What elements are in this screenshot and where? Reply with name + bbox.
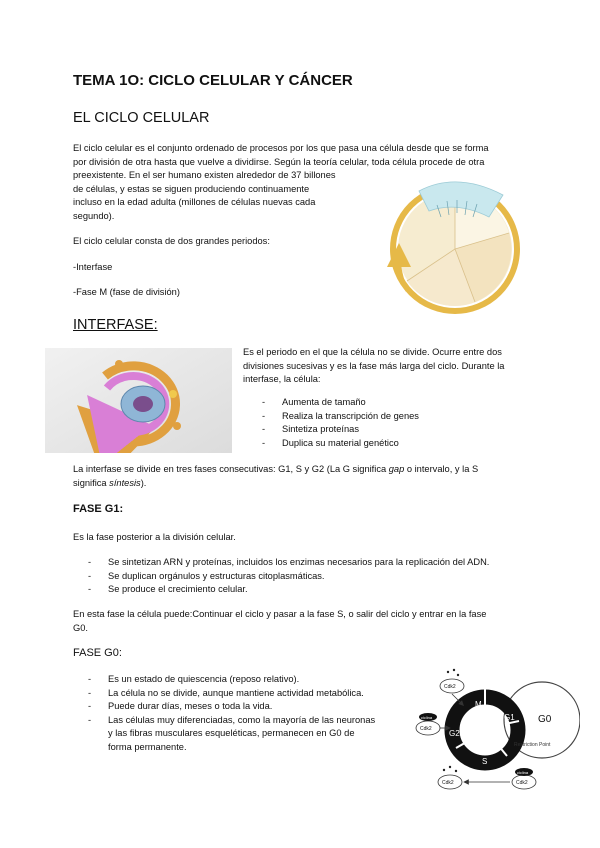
interphase-cycle-figure xyxy=(45,348,232,453)
label-g0: G0 xyxy=(538,714,552,725)
text-line: forma permanente. xyxy=(108,741,187,752)
list-item: - Se duplican orgánulos y estructuras citoplasmáticas. xyxy=(88,570,489,584)
item-interfase: -Interfase xyxy=(73,262,113,272)
ciclina-label: ciclina xyxy=(421,715,433,720)
text-line: En esta fase la célula puede:Continuar el ciclo y pasar a la fase S, o salir del ciclo y entrar en la fase xyxy=(73,609,487,619)
text-line: - Las células muy diferenciadas, como la mayoría de las neuronas xyxy=(108,714,376,725)
list-item: - Aumenta de tamaño xyxy=(262,396,419,410)
text-line: divisiones sucesivas y es la fase más larga del ciclo. Durante la xyxy=(243,360,505,371)
text-line: significa síntesis). xyxy=(73,477,147,488)
label-m: M xyxy=(475,700,482,709)
g1-outro xyxy=(73,608,486,635)
text-line: de células, y estas se siguen produciendo continuamente xyxy=(73,183,310,194)
g1-intro: Es la fase posterior a la división celular. xyxy=(73,532,236,542)
text-line: G0. xyxy=(73,622,88,633)
text-line: segundo). xyxy=(73,210,115,221)
list-item: - Sintetiza proteínas xyxy=(262,423,419,437)
text-line: y las fibras musculares esqueléticas, permanecen en G0 de xyxy=(108,728,355,738)
text-line: preexistente. En el ser humano existen alrededor de 37 billones xyxy=(73,170,336,180)
g0-bullet-list xyxy=(88,673,375,754)
phases-paragraph xyxy=(73,463,478,490)
label-restriction: Restriction Point xyxy=(514,742,551,748)
list-item xyxy=(88,714,375,755)
g1-bullet-list xyxy=(88,556,489,597)
cell-cycle-pie-figure xyxy=(385,173,525,318)
list-item: - Puede durar días, meses o toda la vida. xyxy=(88,700,375,714)
list-item: - La célula no se divide, aunque mantiene actividad metabólica. xyxy=(88,687,375,701)
g0-cycle-diagram xyxy=(410,660,580,795)
cdk-label: Cdk2 xyxy=(444,684,456,690)
item-fase-m: -Fase M (fase de división) xyxy=(73,287,180,297)
interfase-intro xyxy=(243,346,504,387)
cdk-label: Cdk2 xyxy=(516,780,528,786)
document-title: TEMA 1O: CICLO CELULAR Y CÁNCER xyxy=(73,72,353,89)
label-s: S xyxy=(482,757,488,766)
cycle-ring xyxy=(452,697,518,763)
interfase-bullet-list xyxy=(262,396,419,450)
paragraph-periodos: El ciclo celular consta de dos grandes periodos: xyxy=(73,236,270,246)
text-line: por división de otra hasta que vuelve a dividirse. Según la teoría celular, toda célula procede de otra xyxy=(73,156,485,167)
text-line: interfase, la célula: xyxy=(243,374,321,384)
list-item: - Se sintetizan ARN y proteínas, incluidos los enzimas necesarios para la replicación del ADN. xyxy=(88,556,489,570)
heading-fase-g1: FASE G1: xyxy=(73,503,124,515)
list-item: - Realiza la transcripción de genes xyxy=(262,410,419,424)
gap-term: gap xyxy=(388,464,405,474)
cdk-label: Cdk2 xyxy=(420,726,432,732)
list-item: - Se produce el crecimiento celular. xyxy=(88,583,489,597)
text-line: La interfase se divide en tres fases consecutivas: G1, S y G2 (La G significa gap o intervalo, y la S xyxy=(73,464,479,474)
heading-fase-g0: FASE G0: xyxy=(73,647,122,659)
list-item: - Duplica su material genético xyxy=(262,437,419,451)
label-g2: G2 xyxy=(449,729,460,738)
chromatin xyxy=(133,396,153,412)
section-heading-interfase: INTERFASE: xyxy=(73,317,158,333)
text-line: incluso en la edad adulta (millones de células nuevas cada xyxy=(73,197,316,207)
list-item: - Es un estado de quiescencia (reposo relativo). xyxy=(88,673,375,687)
ciclina-label: ciclina xyxy=(517,770,529,775)
section-heading-ciclo-celular: EL CICLO CELULAR xyxy=(73,110,210,126)
sintesis-term: síntesis xyxy=(109,477,141,488)
text-line: El ciclo celular es el conjunto ordenado de procesos por los que pasa una célula desde que se forma xyxy=(73,143,489,153)
cdk-label: Cdk2 xyxy=(442,780,454,786)
label-g1: G1 xyxy=(504,713,515,722)
text-line: Es el periodo en el que la célula no se divide. Ocurre entre dos xyxy=(243,347,502,357)
